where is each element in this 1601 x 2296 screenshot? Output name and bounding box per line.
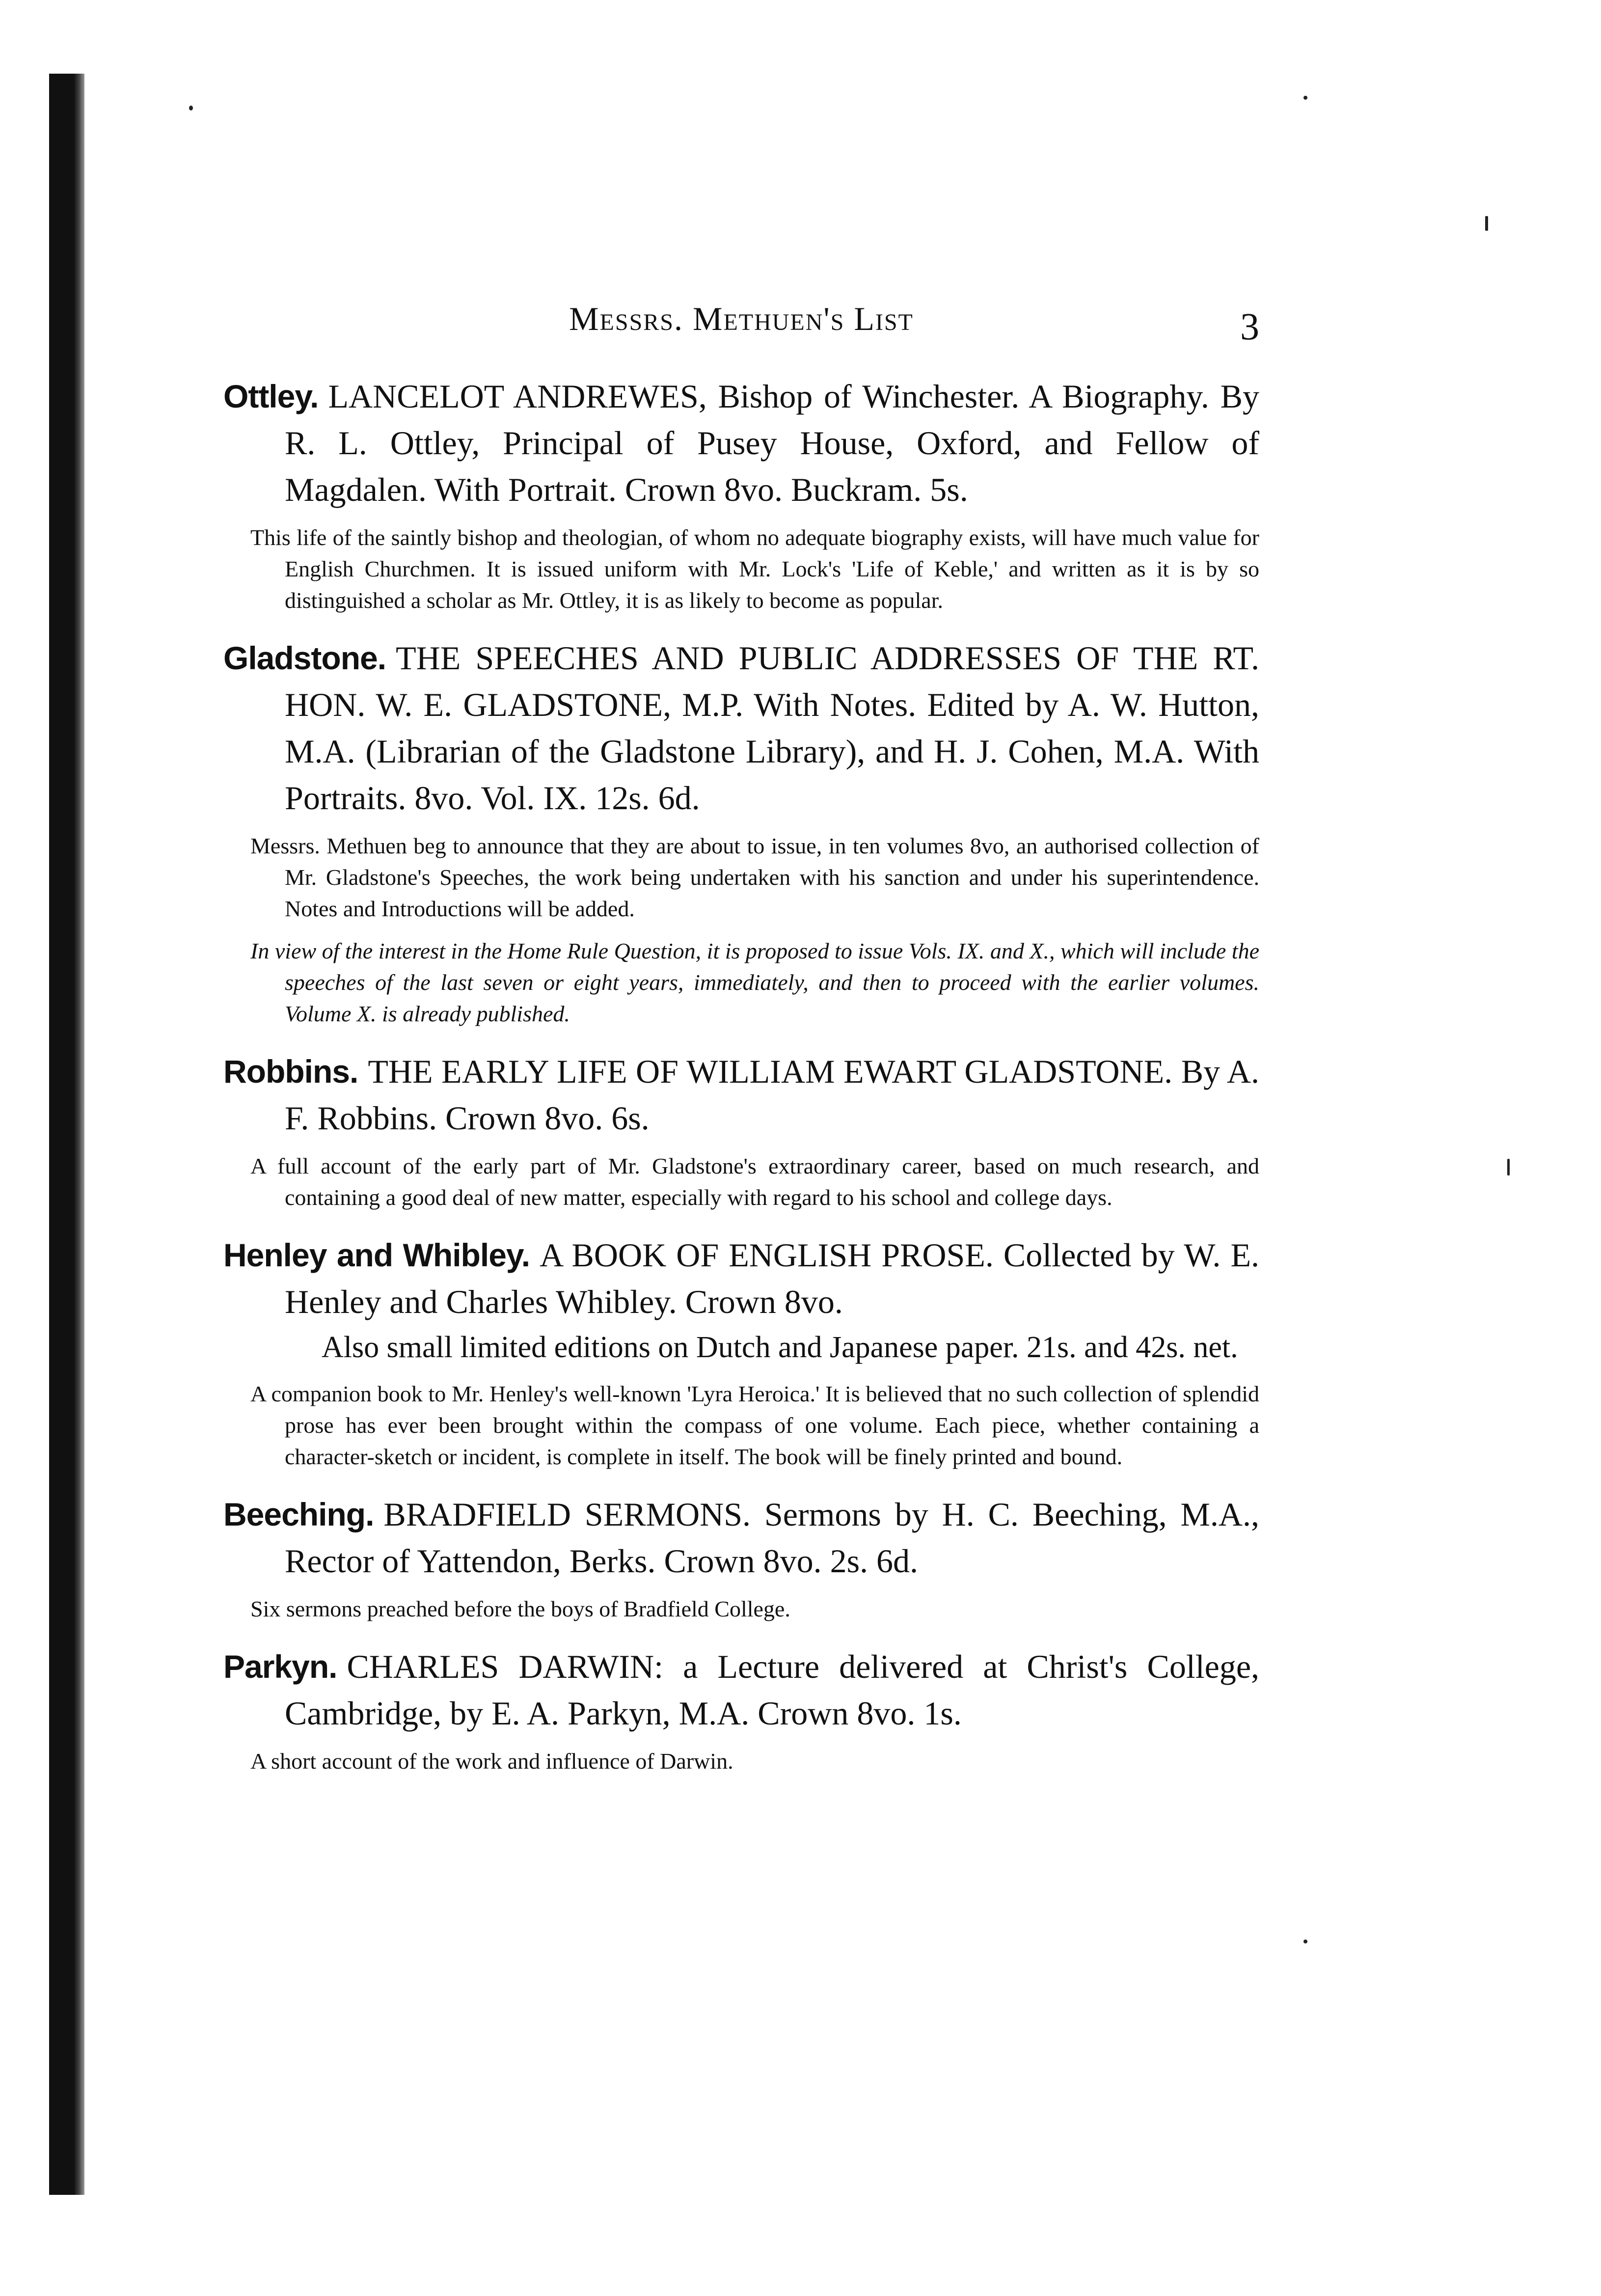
book-entry-henley-whibley [223, 1232, 1259, 1473]
entry-description: Messrs. Methuen beg to announce that they are about to issue, in ten volumes 8vo, an authorised collection of Mr. Gladstone's Speeches, the work being undertaken with his sanction and under his superintendence. Notes and Introductions will be added. [250, 833, 1259, 921]
entry-heading [223, 1491, 1259, 1585]
entry-author: Robbins. [223, 1053, 358, 1090]
entry-author: Gladstone. [223, 640, 386, 676]
entry-heading [223, 1232, 1259, 1325]
book-entry-ottley [223, 373, 1259, 616]
entry-heading [223, 1048, 1259, 1142]
entry-description: Six sermons preached before the boys of Bradfield College. [250, 1596, 790, 1621]
entry-author: Ottley. [223, 378, 319, 414]
entry-title: THE EARLY LIFE OF WILLIAM EWART GLADSTONE. By A. F. Robbins. Crown 8vo. 6s. [285, 1053, 1259, 1137]
book-entry-parkyn [223, 1643, 1259, 1777]
entry-description: A short account of the work and influence of Darwin. [250, 1749, 733, 1774]
page-number: 3 [1240, 305, 1259, 348]
print-speck [1303, 96, 1307, 100]
entry-title: CHARLES DARWIN: a Lecture delivered at Christ's College, Cambridge, by E. A. Parkyn, M.A. Crown 8vo. 1s. [285, 1648, 1259, 1732]
entry-title: BRADFIELD SERMONS. Sermons by H. C. Beeching, M.A., Rector of Yattendon, Berks. Crown 8vo. 2s. 6d. [285, 1496, 1259, 1580]
entry-note: In view of the interest in the Home Rule Question, it is proposed to issue Vols. IX. and X., which will include the speeches of the last seven or eight years, immediately, and then to proceed with the earlier volumes. Volume X. is already published. [250, 938, 1259, 1026]
entry-title: LANCELOT ANDREWES, Bishop of Winchester. A Biography. By R. L. Ottley, Principal of Pusey House, Oxford, and Fellow of Magdalen. With Portrait. Crown 8vo. Buckram. 5s. [285, 378, 1259, 508]
catalogue-page [223, 300, 1259, 1777]
print-speck [1507, 1159, 1510, 1175]
book-entry-beeching [223, 1491, 1259, 1625]
entry-heading [223, 1643, 1259, 1737]
entry-heading [223, 635, 1259, 821]
page-header [223, 300, 1259, 358]
entry-title: THE SPEECHES AND PUBLIC ADDRESSES OF THE RT. HON. W. E. GLADSTONE, M.P. With Notes. Edited by A. W. Hutton, M.A. (Librarian of the Gladstone Library), and H. J. Cohen, M.A. With Portraits. 8vo. Vol. IX. 12s. 6d. [285, 639, 1259, 817]
entry-heading [223, 373, 1259, 513]
print-speck [189, 106, 193, 110]
entry-description: This life of the saintly bishop and theologian, of whom no adequate biography exists, will have much value for English Churchmen. It is issued uniform with Mr. Lock's 'Life of Keble,' and written as it is by so distinguished a scholar as Mr. Ottley, it is as likely to become as popular. [250, 525, 1259, 613]
print-speck [1485, 216, 1488, 231]
entry-author: Beeching. [223, 1496, 374, 1532]
entry-description: A full account of the early part of Mr. Gladstone's extraordinary career, based on much research, and containing a good deal of new matter, especially with regard to his school and college days. [250, 1153, 1259, 1210]
book-entry-gladstone [223, 635, 1259, 1030]
book-binding-edge [49, 74, 84, 2195]
entry-description: A companion book to Mr. Henley's well-known 'Lyra Heroica.' It is believed that no such collection of splendid prose has ever been brought within the compass of one volume. Each piece, whether containing a character-sketch or incident, is complete in itself. The book will be finely printed and bound. [250, 1381, 1259, 1469]
entry-title: A BOOK OF ENGLISH PROSE. Collected by W. E. Henley and Charles Whibley. Crown 8vo. [285, 1236, 1259, 1320]
book-entry-robbins [223, 1048, 1259, 1213]
print-speck [1303, 1940, 1307, 1943]
entry-editions-line: Also small limited editions on Dutch and Japanese paper. 21s. and 42s. net. [322, 1331, 1238, 1364]
entry-author: Parkyn. [223, 1648, 337, 1685]
entry-author: Henley and Whibley. [223, 1237, 530, 1273]
running-title: Messrs. Methuen's List [569, 300, 914, 337]
